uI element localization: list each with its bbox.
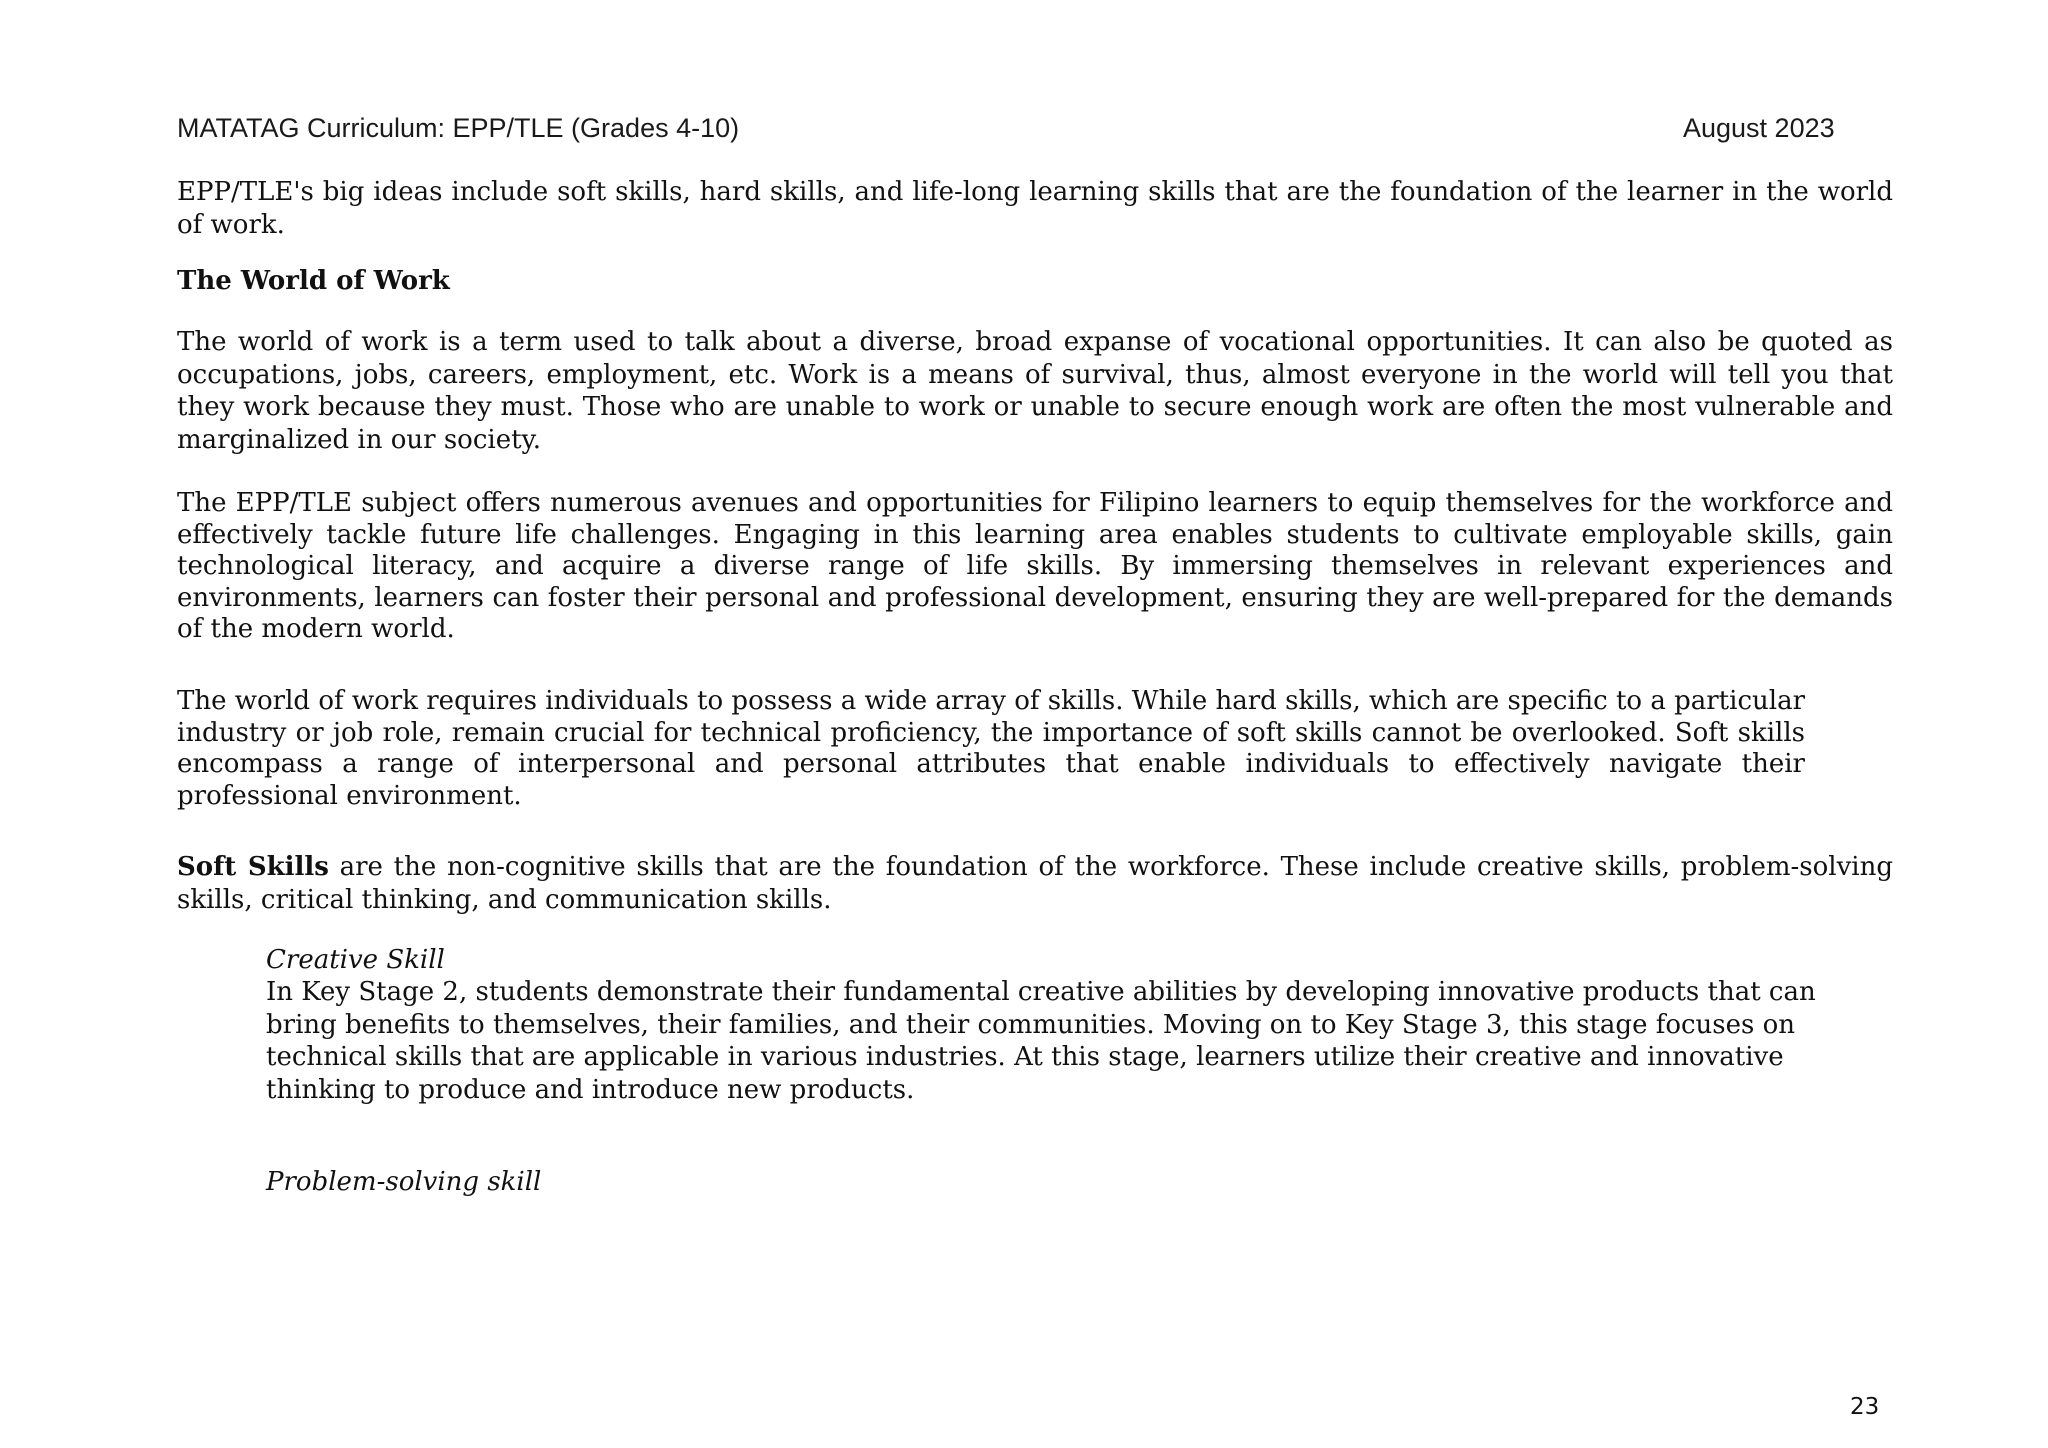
creative-skill-heading: Creative Skill xyxy=(266,945,445,975)
document-header-title: MATATAG Curriculum: EPP/TLE (Grades 4-10) xyxy=(177,113,740,143)
world-of-work-heading: The World of Work xyxy=(177,266,450,296)
world-of-work-paragraph-3: The world of work requires individuals to possess a wide array of skills. While hard skills, which are specific to a particular industry or job role, remain crucial for technical proficiency, the importance of soft skills cannot be overlooked. Soft skills encompass a range of interpersonal and personal attributes that enable individuals to effectively navigate their professional environment. xyxy=(177,686,1805,811)
soft-skills-term: Soft Skills xyxy=(177,852,329,882)
intro-paragraph: EPP/TLE's big ideas include soft skills, hard skills, and life-long learning skills that are the foundation of the learner in the world of work. xyxy=(177,177,1893,240)
world-of-work-paragraph-2: The EPP/TLE subject offers numerous avenues and opportunities for Filipino learners to equip themselves for the workforce and effectively tackle future life challenges. Engaging in this learning area enables students to cultivate employable skills, gain technological literacy, and acquire a diverse range of life skills. By immersing themselves in relevant experiences and environments, learners can foster their personal and professional development, ensuring they are well-prepared for the demands of the modern world. xyxy=(177,488,1893,645)
document-header-date: August 2023 xyxy=(1683,113,1835,143)
world-of-work-paragraph-1: The world of work is a term used to talk about a diverse, broad expanse of vocational opportunities. It can also be quoted as occupations, jobs, careers, employment, etc. Work is a means of survival, thus, almost everyone in the world will tell you that they work because they must. Those who are unable to work or unable to secure enough work are often the most vulnerable and marginalized in our society. xyxy=(177,327,1893,455)
page-number: 23 xyxy=(1850,1394,1880,1420)
soft-skills-definition: are the non-cognitive skills that are the foundation of the workforce. These include creative skills, problem-solving skills, critical thinking, and communication skills. xyxy=(177,852,1893,915)
problem-solving-heading: Problem-solving skill xyxy=(266,1167,542,1197)
soft-skills-paragraph xyxy=(177,851,1893,916)
creative-skill-paragraph: In Key Stage 2, students demonstrate their fundamental creative abilities by developing innovative products that can bring benefits to themselves, their families, and their communities. Moving on to Key Stage 3, this stage focuses on technical skills that are applicable in various industries. At this stage, learners utilize their creative and innovative thinking to produce and introduce new products. xyxy=(266,977,1816,1105)
